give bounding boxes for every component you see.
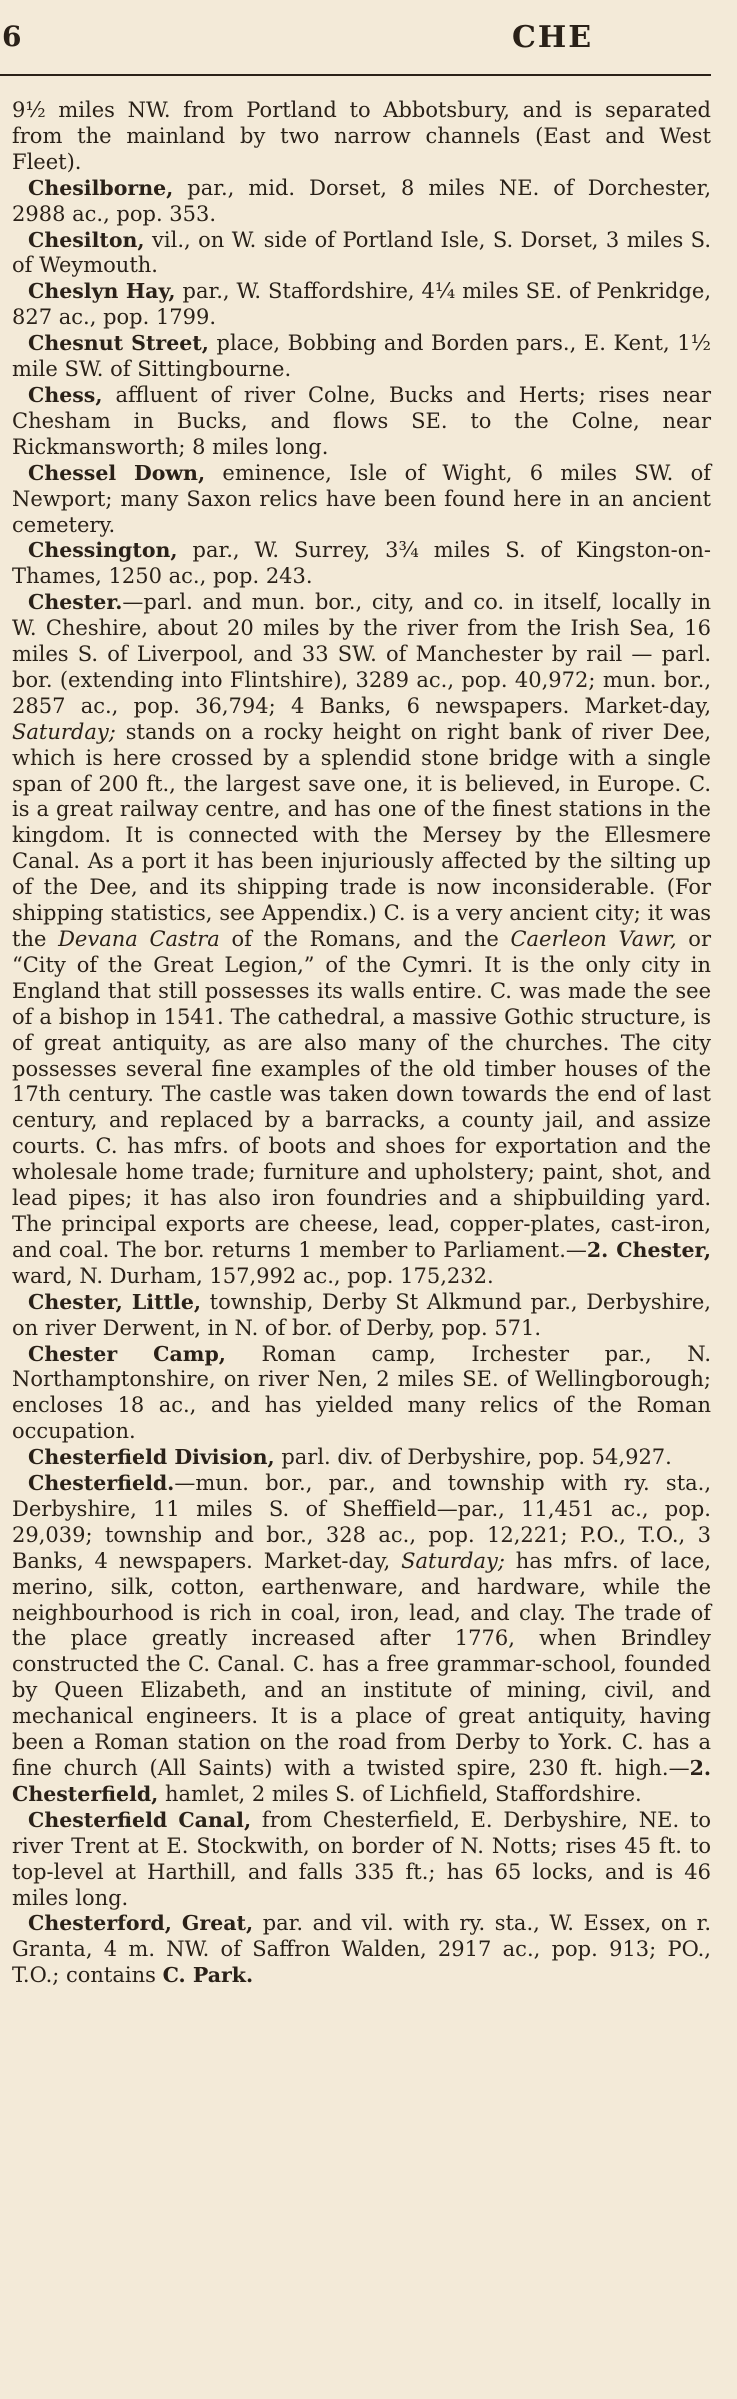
entry-chessel-down	[12, 461, 711, 539]
entry-text: par., mid. Dorset, 8 miles NE. of Dorchester, 2988 ac., pop. 353.	[12, 175, 711, 226]
headword: Chester, Little,	[28, 1289, 201, 1314]
entry-text: —parl. and mun. bor., city, and co. in itself, locally in W. Cheshire, about 20 miles by the river from the Irish Sea, 16 miles S. of Liverpool, and 33 SW. of Manchester by rail — parl. bor. (extending into Flintshire), 3289 ac., pop. 40,972; mun. bor., 2857 ac., pop. 36,794; 4 Banks, 6 newspapers. Market-day,	[12, 590, 711, 718]
entry-chester	[12, 590, 711, 1289]
entry-chester-little	[12, 1290, 711, 1342]
entry-text: 9½ miles NW. from Portland to Abbotsbury, and is separated from the mainland by two narrow channels (East and West Fleet).	[12, 98, 711, 174]
headword: C. Park.	[162, 1963, 254, 1988]
headword: 2. Chester,	[586, 1237, 711, 1262]
entry-text: has mfrs. of lace, merino, silk, cotton, earthenware, and hardware, while the neighbourhood is rich in coal, iron, lead, and clay. The trade of the place greatly increased after 1776, when Brindley constructed the C. Canal. C. has a free grammar-school, founded by Queen Elizabeth, and an institute of mining, civil, and mechanical engineers. It is a place of great antiquity, having been a Roman station on the road from Derby to York. C. has a fine church (All Saints) with a twisted spire, 230 ft. high.—	[12, 1548, 711, 1780]
page-number: 6	[2, 20, 23, 53]
entry-text: par., W. Surrey, 3¾ miles S. of Kingston-on-Thames, 1250 ac., pop. 243.	[12, 538, 711, 589]
italic-text: Devana Castra	[58, 927, 220, 951]
entry-chess	[12, 383, 711, 461]
headword: Cheslyn Hay,	[28, 279, 176, 304]
entry-text: eminence, Isle of Wight, 6 miles SW. of Newport; many Saxon relics have been found here in an ancient cemetery.	[12, 460, 712, 537]
italic-text: Saturday;	[401, 1548, 505, 1573]
entry-text: par. and vil. with ry. sta., W. Essex, on r. Granta, 4 m. NW. of Saffron Walden, 2917 ac., pop. 913; PO., T.O.; contains	[12, 1911, 711, 1988]
header-rule	[0, 74, 711, 76]
headword: Chesterfield Canal,	[28, 1807, 252, 1832]
headword: Chesterfield.	[28, 1471, 175, 1496]
entry-chesterfield-division	[12, 1445, 711, 1471]
entry-text: or “City of the Great Legion,” of the Cymri. It is the only city in England that still possesses its walls entire. C. was made the see of a bishop in 1541. The cathedral, a massive Gothic structure, is of great antiquity, as are also many of the churches. The city possesses several fine examples of the old timber houses of the 17th century. The castle was taken down towards the end of last century, and replaced by a barracks, a county jail, and assize courts. C. has mfrs. of boots and shoes for exportation and the wholesale home trade; furniture and upholstery; paint, shot, and lead pipes; it has also iron foundries and a shipbuilding yard. The principal exports are cheese, lead, copper-plates, cast-iron, and coal. The bor. returns 1 member to Parliament.—	[12, 927, 711, 1262]
headword: Chessel Down,	[28, 460, 206, 485]
headword: Chess,	[28, 382, 103, 407]
entry-chesnut-street	[12, 331, 711, 383]
entry-text: hamlet, 2 miles S. of Lichfield, Staffordshire.	[158, 1781, 642, 1806]
entry-text: place, Bobbing and Borden pars., E. Kent, 1½ mile SW. of Sittingbourne.	[12, 331, 711, 382]
headword: Chesterford, Great,	[28, 1911, 254, 1936]
headword: Chesnut Street,	[28, 331, 209, 356]
running-head: CHE	[512, 20, 594, 55]
entry-cont	[12, 98, 711, 176]
entry-chessington	[12, 538, 711, 590]
entry-text: Roman camp, Irchester par., N. Northamptonshire, on river Nen, 2 miles SE. of Wellingborough; encloses 18 ac., and has yielded many relics of the Roman occupation.	[12, 1341, 711, 1444]
headword: Chesilton,	[28, 227, 145, 252]
entry-chesterford-great	[12, 1911, 711, 1989]
entry-cheslyn-hay	[12, 279, 711, 331]
headword: Chester.	[28, 590, 123, 615]
italic-text: Caerleon Vawr,	[510, 927, 677, 951]
entry-text: stands on a rocky height on right bank of river Dee, which is here crossed by a splendid stone bridge with a single span of 200 ft., the largest save one, it is believed, in Europe. C. is a great railway centre, and has one of the finest stations in the kingdom. It is connected with the Mersey by the Ellesmere Canal. As a port it has been injuriously affected by the silting up of the Dee, and its shipping trade is now inconsiderable. (For shipping statistics, see Appendix.) C. is a very ancient city; it was the	[12, 719, 711, 951]
headword: 2. Chesterfield,	[12, 1756, 711, 1806]
headword: Chesilborne,	[28, 175, 174, 200]
entry-text: —mun. bor., par., and township with ry. sta., Derbyshire, 11 miles S. of Sheffield—par., 11,451 ac., pop. 29,039; township and bor., 328 ac., pop. 12,221; P.O., T.O., 3 Banks, 4 newspapers. Market-day,	[12, 1471, 711, 1573]
entry-text: vil., on W. side of Portland Isle, S. Dorset, 3 miles S. of Weymouth.	[12, 227, 711, 278]
page-header	[0, 0, 737, 70]
entry-chesilton	[12, 228, 711, 280]
headword: Chesterfield Division,	[28, 1445, 275, 1470]
entry-chesterfield-canal	[12, 1808, 711, 1912]
headword: Chester Camp,	[28, 1341, 226, 1366]
entry-text: from Chesterfield, E. Derbyshire, NE. to river Trent at E. Stockwith, on border of N. Notts; rises 45 ft. to top-level at Harthill, and falls 335 ft.; has 65 locks, and is 46 miles long.	[12, 1807, 711, 1910]
entry-chesilborne	[12, 176, 711, 228]
entry-chesterfield	[12, 1471, 711, 1808]
entry-text: township, Derby St Alkmund par., Derbyshire, on river Derwent, in N. of bor. of Derby, pop. 571.	[12, 1289, 711, 1340]
gazetteer-entries	[12, 98, 711, 1989]
entry-text: affluent of river Colne, Bucks and Herts; rises near Chesham in Bucks, and flows SE. to the Colne, near Rickmansworth; 8 miles long.	[12, 382, 711, 459]
entry-text: ward, N. Durham, 157,992 ac., pop. 175,232.	[12, 1263, 494, 1288]
italic-text: Saturday;	[12, 719, 116, 744]
headword: Chessington,	[28, 538, 178, 563]
entry-text: par., W. Staffordshire, 4¼ miles SE. of Penkridge, 827 ac., pop. 1799.	[12, 279, 711, 330]
entry-text: of the Romans, and the	[219, 927, 511, 951]
entry-chester-camp	[12, 1342, 711, 1446]
entry-text: parl. div. of Derbyshire, pop. 54,927.	[274, 1445, 672, 1470]
